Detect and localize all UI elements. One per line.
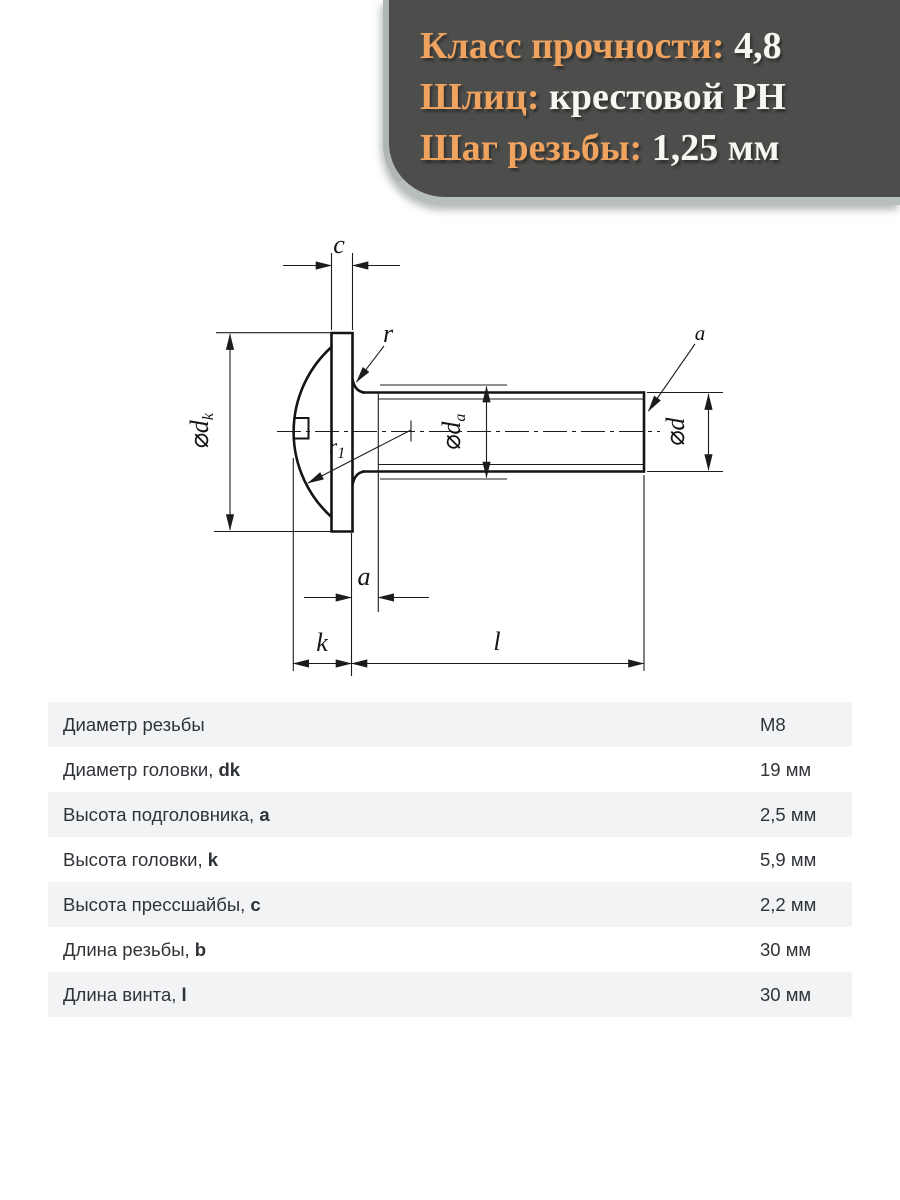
table-row [48,702,852,747]
badge-value: 4,8 [734,25,782,67]
spec-label: Длина резьбы, b [63,938,207,960]
table-row [48,747,852,792]
spec-value: М8 [760,713,786,735]
dim-label-a-leader: a [694,321,706,345]
screw-outline [294,333,644,532]
dim-label-c: c [333,230,345,259]
spec-value: 2,2 мм [760,893,817,915]
table-row [48,837,852,882]
badge-value: 1,25 мм [651,127,780,169]
spec-label: Высота головки, k [63,848,219,870]
badge-label: Шлиц: [420,76,540,118]
spec-value: 19 мм [760,758,812,780]
dim-label-k: k [316,628,328,657]
spec-label: Высота прессшайбы, c [63,893,261,915]
spec-value: 30 мм [760,938,812,960]
spec-label: Высота подголовника, a [63,803,270,825]
spec-label: Длина винта, l [63,983,187,1005]
dim-label-d: ⌀d [661,417,690,447]
spec-badge [383,0,900,205]
badge-line-drive [420,72,900,123]
dim-label-l: l [493,627,501,656]
table-row [48,882,852,927]
dim-label-da: ⌀da [437,413,469,451]
badge-line-thread-pitch [420,123,900,174]
dim-label-dk: ⌀dk [185,413,217,449]
dim-label-a: a [357,562,371,591]
spec-table [48,702,852,1017]
thread-root-lines [378,392,644,612]
badge-value: крестовой PH [549,76,786,118]
badge-line-strength-class [420,21,900,72]
table-row [48,927,852,972]
spec-value: 5,9 мм [760,848,817,870]
spec-value: 2,5 мм [760,803,817,825]
dim-label-r1: $r_1$ [329,434,346,462]
table-row [48,792,852,837]
spec-value: 30 мм [760,983,812,1005]
table-row [48,972,852,1017]
spec-label: Диаметр головки, dk [63,758,241,780]
badge-label: Класс прочности: [420,25,725,67]
badge-label: Шаг резьбы: [420,127,643,169]
dim-label-r: r [382,319,394,348]
spec-label: Диаметр резьбы [63,713,205,735]
